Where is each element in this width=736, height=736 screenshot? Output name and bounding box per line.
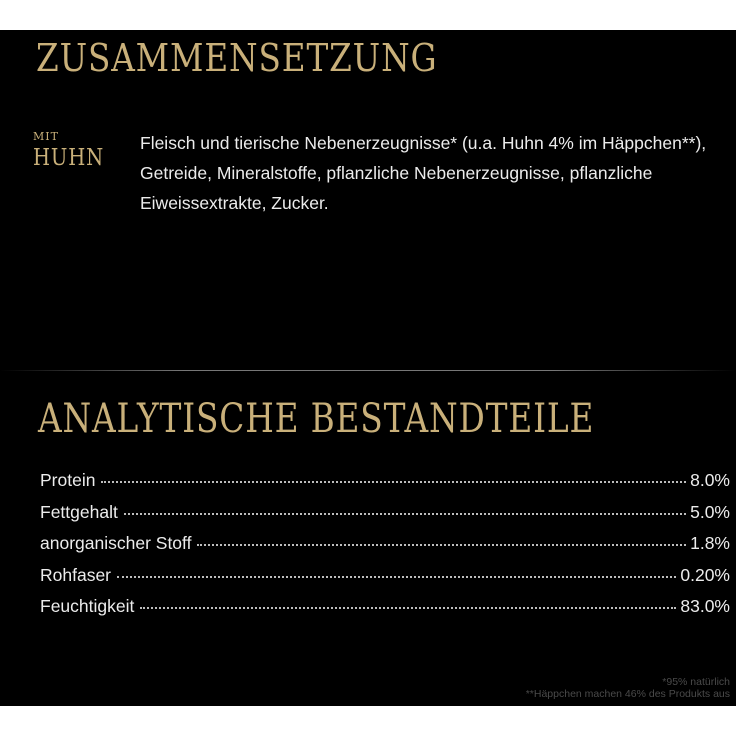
section-divider — [0, 370, 736, 371]
analysis-title: ANALYTISCHE BESTANDTEILE — [38, 396, 595, 442]
footnotes — [526, 676, 730, 700]
analysis-row-value: 1.8% — [690, 533, 730, 553]
ingredients-text: Fleisch und tierische Nebenerzeugnisse* (u.a. Huhn 4% im Häppchen**), Getreide, Mineralstoffe, pflanzliche Nebenerzeugnisse, pflanzliche Eiweissextrakte, Zucker. — [140, 133, 707, 213]
dotted-leader — [117, 576, 676, 578]
analysis-row-value: 83.0% — [680, 596, 730, 616]
composition-title: ZUSAMMENSETZUNG — [36, 36, 438, 80]
analysis-row-label: Rohfaser — [40, 564, 112, 585]
analysis-table — [40, 470, 730, 628]
composition-panel — [0, 30, 736, 706]
analysis-row-ash — [40, 533, 730, 565]
analysis-row-value: 5.0% — [690, 501, 730, 522]
analysis-row-label: Fettgehalt — [40, 501, 118, 522]
flavor-label — [33, 130, 117, 172]
analysis-row-protein — [40, 470, 730, 502]
analysis-row-value: 8.0% — [690, 470, 730, 490]
analysis-row-label: anorganischer Stoff — [40, 533, 192, 553]
dotted-leader — [197, 544, 686, 546]
dotted-leader — [124, 513, 686, 515]
dotted-leader — [140, 607, 676, 609]
analysis-row-label: Protein — [40, 470, 96, 490]
analysis-row-fat — [40, 502, 730, 534]
flavor-prefix: MIT — [33, 130, 59, 143]
analysis-row-label: Feuchtigkeit — [40, 596, 135, 616]
dotted-leader — [101, 481, 686, 483]
flavor-name: HUHN — [33, 145, 105, 171]
footnote-natural: *95% natürlich — [662, 676, 730, 688]
analysis-row-fiber — [40, 565, 730, 597]
footnote-chunks: **Häppchen machen 46% des Produkts aus — [525, 688, 730, 700]
analysis-row-moisture — [40, 596, 730, 628]
analysis-row-value: 0.20% — [680, 564, 730, 585]
